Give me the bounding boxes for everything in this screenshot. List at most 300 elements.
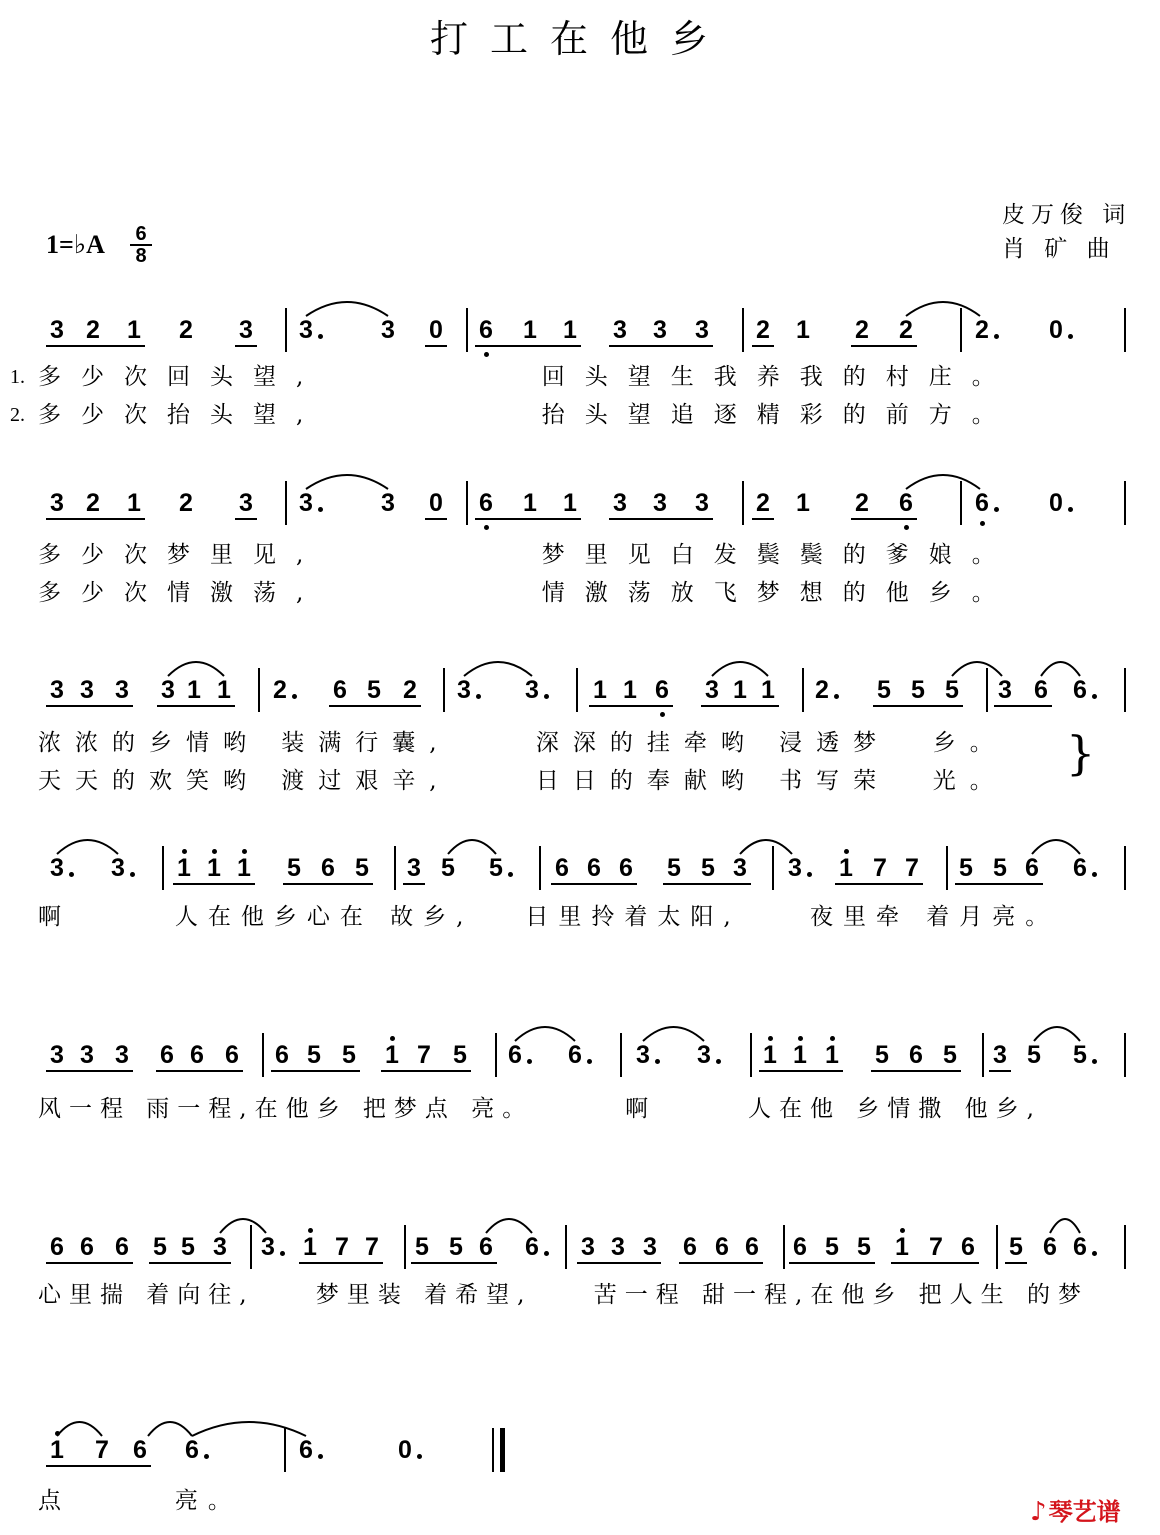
note: 1 — [825, 1041, 839, 1069]
augmentation-dot — [527, 1059, 532, 1064]
note: 5 — [667, 854, 681, 882]
slur — [448, 840, 496, 854]
note: 2 — [756, 316, 770, 344]
beam-underline — [851, 345, 917, 347]
note: 5 — [1009, 1233, 1023, 1261]
note: 3 — [381, 489, 395, 517]
note: 5 — [993, 854, 1007, 882]
note: 3 — [115, 1041, 129, 1069]
note: 6 — [333, 676, 347, 704]
barline — [1124, 846, 1126, 890]
beam-underline — [752, 345, 774, 347]
note: 1 — [839, 854, 853, 882]
barline — [996, 1225, 998, 1269]
note: 1 — [796, 316, 810, 344]
beam-underline — [173, 883, 255, 885]
key-signature: 1=♭A — [46, 230, 105, 259]
note: 1 — [563, 316, 577, 344]
note: 1 — [50, 1436, 64, 1464]
note: 1 — [733, 676, 747, 704]
slur — [1032, 840, 1080, 854]
augmentation-dot — [544, 694, 549, 699]
lyrics-line: 点 亮。 — [38, 1488, 241, 1514]
barline — [250, 1225, 252, 1269]
beam-underline — [271, 1070, 360, 1072]
note: 1 — [623, 676, 637, 704]
barline — [960, 481, 962, 525]
note: 2 — [756, 489, 770, 517]
beam-underline — [835, 883, 923, 885]
note: 1 — [207, 854, 221, 882]
beam-underline — [381, 1070, 471, 1072]
barline — [284, 1428, 286, 1472]
slur — [1050, 1219, 1080, 1233]
barline — [742, 308, 744, 352]
note: 6 — [508, 1041, 522, 1069]
high-octave-dot — [308, 1228, 313, 1233]
barline — [162, 846, 164, 890]
note: 5 — [181, 1233, 195, 1261]
augmentation-dot — [716, 1059, 721, 1064]
beam-underline — [577, 1262, 661, 1264]
augmentation-dot — [417, 1454, 422, 1459]
note: 3 — [213, 1233, 227, 1261]
note: 6 — [479, 489, 493, 517]
augmentation-dot — [1068, 507, 1073, 512]
note: 3 — [161, 676, 175, 704]
barline — [946, 846, 948, 890]
augmentation-dot — [1092, 694, 1097, 699]
lyricist-credit: 皮万俊 词 — [1002, 202, 1132, 228]
barline — [1124, 308, 1126, 352]
note: 7 — [335, 1233, 349, 1261]
note: 1 — [303, 1233, 317, 1261]
repeat-brace: } — [1066, 726, 1096, 780]
note: 2 — [855, 489, 869, 517]
note: 6 — [1073, 854, 1087, 882]
barline — [982, 1033, 984, 1077]
augmentation-dot — [1092, 872, 1097, 877]
verse-number-1: 1. — [10, 366, 25, 388]
note: 6 — [275, 1041, 289, 1069]
note: 1 — [895, 1233, 909, 1261]
beam-underline — [989, 1070, 1011, 1072]
slur — [906, 475, 980, 489]
note: 5 — [441, 854, 455, 882]
note: 6 — [160, 1041, 174, 1069]
beam-underline — [403, 883, 425, 885]
barline — [750, 1033, 752, 1077]
note: 3 — [653, 316, 667, 344]
high-octave-dot — [390, 1036, 395, 1041]
note: 5 — [877, 676, 891, 704]
note: 6 — [587, 854, 601, 882]
note: 3 — [788, 854, 802, 882]
note: 1 — [763, 1041, 777, 1069]
note: 5 — [1073, 1041, 1087, 1069]
note: 3 — [695, 316, 709, 344]
note: 6 — [321, 854, 335, 882]
beam-underline — [425, 345, 447, 347]
note: 3 — [111, 854, 125, 882]
barline — [466, 481, 468, 525]
verse-number-2: 2. — [10, 404, 25, 426]
song-title: 打工在他乡 — [429, 17, 730, 61]
note: 3 — [611, 1233, 625, 1261]
note: 0 — [1049, 489, 1063, 517]
slur — [192, 1422, 306, 1436]
note: 1 — [237, 854, 251, 882]
beam-underline — [589, 705, 673, 707]
note: 3 — [80, 676, 94, 704]
augmentation-dot — [318, 507, 323, 512]
slur — [712, 662, 768, 676]
note: 6 — [655, 676, 669, 704]
lyrics-line: 心里揣 着向往, 梦里装 着希望, 苦一程 甜一程,在他乡 把人生 的梦 — [38, 1282, 1089, 1308]
note: 6 — [225, 1041, 239, 1069]
note: 6 — [619, 854, 633, 882]
barline — [258, 668, 260, 712]
beam-underline — [299, 1262, 383, 1264]
note: 3 — [50, 676, 64, 704]
note: 1 — [217, 676, 231, 704]
note: 7 — [929, 1233, 943, 1261]
low-octave-dot — [484, 525, 489, 530]
barline — [443, 668, 445, 712]
note: 0 — [429, 489, 443, 517]
note: 3 — [643, 1233, 657, 1261]
note: 5 — [701, 854, 715, 882]
note: 5 — [1027, 1041, 1041, 1069]
note: 6 — [80, 1233, 94, 1261]
note: 5 — [453, 1041, 467, 1069]
high-octave-dot — [768, 1036, 773, 1041]
slur — [486, 1219, 532, 1233]
beam-underline — [759, 1070, 843, 1072]
note: 6 — [1073, 1233, 1087, 1261]
beam-underline — [851, 518, 917, 520]
note: 6 — [525, 1233, 539, 1261]
augmentation-dot — [292, 694, 297, 699]
note: 3 — [407, 854, 421, 882]
high-octave-dot — [182, 849, 187, 854]
barline — [986, 668, 988, 712]
note: 3 — [636, 1041, 650, 1069]
high-octave-dot — [242, 849, 247, 854]
note: 5 — [449, 1233, 463, 1261]
note: 6 — [715, 1233, 729, 1261]
augmentation-dot — [1092, 1251, 1097, 1256]
barline — [1124, 481, 1126, 525]
slur — [57, 840, 118, 854]
barline — [404, 1225, 406, 1269]
note: 3 — [653, 489, 667, 517]
barline — [1124, 1225, 1126, 1269]
lyrics-line: 浓浓的乡情哟 装满行囊, 深深的挂牵哟 浸透梦 乡。 — [38, 730, 1007, 756]
augmentation-dot — [318, 1454, 323, 1459]
final-barline — [500, 1428, 505, 1472]
beam-underline — [46, 345, 145, 347]
barline — [960, 308, 962, 352]
barline — [466, 308, 468, 352]
slur — [220, 1219, 266, 1233]
augmentation-dot — [1092, 1059, 1097, 1064]
note: 1 — [593, 676, 607, 704]
barline — [262, 1033, 264, 1077]
note: 5 — [415, 1233, 429, 1261]
high-octave-dot — [900, 1228, 905, 1233]
note: 6 — [745, 1233, 759, 1261]
slur — [1041, 662, 1080, 676]
beam-underline — [701, 705, 779, 707]
high-octave-dot — [844, 849, 849, 854]
barline — [620, 1033, 622, 1077]
augmentation-dot — [807, 872, 812, 877]
note: 2 — [86, 489, 100, 517]
note: 1 — [127, 489, 141, 517]
note: 3 — [50, 316, 64, 344]
note: 3 — [993, 1041, 1007, 1069]
augmentation-dot — [655, 1059, 660, 1064]
barline — [802, 668, 804, 712]
time-signature-top: 6 — [130, 224, 152, 246]
barline — [285, 481, 287, 525]
note: 3 — [613, 316, 627, 344]
note: 3 — [457, 676, 471, 704]
barline — [1124, 668, 1126, 712]
augmentation-dot — [69, 872, 74, 877]
slur — [148, 1422, 192, 1436]
beam-underline — [46, 705, 133, 707]
beam-underline — [156, 1070, 243, 1072]
beam-underline — [283, 883, 373, 885]
lyrics-line: 多少次情激荡, 情激荡放飞梦想的他乡。 — [38, 580, 1015, 606]
augmentation-dot — [318, 334, 323, 339]
augmentation-dot — [587, 1059, 592, 1064]
note: 1 — [563, 489, 577, 517]
beam-underline — [425, 518, 447, 520]
note: 0 — [1049, 316, 1063, 344]
note: 5 — [489, 854, 503, 882]
high-octave-dot — [830, 1036, 835, 1041]
beam-underline — [551, 883, 637, 885]
note: 6 — [961, 1233, 975, 1261]
beam-underline — [411, 1262, 497, 1264]
note: 2 — [179, 489, 193, 517]
site-logo: ♪琴艺谱 — [1030, 1497, 1121, 1527]
note: 3 — [613, 489, 627, 517]
beam-underline — [1005, 1262, 1027, 1264]
note: 6 — [50, 1233, 64, 1261]
barline — [285, 308, 287, 352]
note: 1 — [761, 676, 775, 704]
note: 6 — [793, 1233, 807, 1261]
slur — [306, 302, 388, 316]
beam-underline — [46, 1262, 133, 1264]
lyrics-line: 多少次梦里见, 梦里见白发鬓鬓的爹娘。 — [38, 542, 1015, 568]
note: 3 — [50, 1041, 64, 1069]
augmentation-dot — [1068, 334, 1073, 339]
low-octave-dot — [660, 712, 665, 717]
note: 0 — [429, 316, 443, 344]
note: 3 — [50, 489, 64, 517]
beam-underline — [789, 1262, 875, 1264]
note: 6 — [1034, 676, 1048, 704]
slur — [906, 302, 980, 316]
beam-underline — [994, 705, 1052, 707]
note: 3 — [50, 854, 64, 882]
note: 1 — [793, 1041, 807, 1069]
augmentation-dot — [204, 1454, 209, 1459]
lyrics-line: 风一程 雨一程,在他乡 把梦点 亮。 啊 人在他 乡情撒 他乡, — [38, 1096, 1042, 1122]
time-signature-bottom: 8 — [135, 245, 147, 267]
barline — [394, 846, 396, 890]
note: 3 — [581, 1233, 595, 1261]
note: 2 — [86, 316, 100, 344]
beam-underline — [149, 1262, 231, 1264]
note: 5 — [959, 854, 973, 882]
note: 5 — [857, 1233, 871, 1261]
augmentation-dot — [994, 334, 999, 339]
note: 6 — [1025, 854, 1039, 882]
high-octave-dot — [212, 849, 217, 854]
barline — [783, 1225, 785, 1269]
beam-underline — [46, 1070, 133, 1072]
barline — [565, 1225, 567, 1269]
note: 7 — [873, 854, 887, 882]
note: 5 — [911, 676, 925, 704]
augmentation-dot — [280, 1251, 285, 1256]
note: 6 — [568, 1041, 582, 1069]
beam-underline — [955, 883, 1043, 885]
note: 3 — [705, 676, 719, 704]
slur — [57, 1422, 102, 1436]
beam-underline — [157, 705, 235, 707]
note: 7 — [417, 1041, 431, 1069]
slur — [464, 662, 532, 676]
note: 6 — [115, 1233, 129, 1261]
note: 1 — [385, 1041, 399, 1069]
beam-underline — [46, 1465, 151, 1467]
augmentation-dot — [508, 872, 513, 877]
note: 0 — [398, 1436, 412, 1464]
beam-underline — [235, 345, 257, 347]
note: 2 — [855, 316, 869, 344]
barline — [772, 846, 774, 890]
slur — [952, 662, 1002, 676]
note: 6 — [909, 1041, 923, 1069]
note: 5 — [153, 1233, 167, 1261]
note: 2 — [403, 676, 417, 704]
beam-underline — [663, 883, 751, 885]
lyrics-line: 天天的欢笑哟 渡过艰辛, 日日的奉献哟 书写荣 光。 — [38, 768, 1007, 794]
note: 3 — [299, 316, 313, 344]
low-octave-dot — [484, 352, 489, 357]
note: 3 — [239, 489, 253, 517]
note: 5 — [367, 676, 381, 704]
note: 3 — [261, 1233, 275, 1261]
note: 2 — [273, 676, 287, 704]
beam-underline — [752, 518, 774, 520]
barline — [492, 1428, 494, 1472]
note: 6 — [1043, 1233, 1057, 1261]
barline — [576, 668, 578, 712]
note: 5 — [875, 1041, 889, 1069]
note: 1 — [127, 316, 141, 344]
note: 7 — [365, 1233, 379, 1261]
note: 7 — [95, 1436, 109, 1464]
note: 2 — [179, 316, 193, 344]
note: 2 — [815, 676, 829, 704]
note: 6 — [1073, 676, 1087, 704]
composer-credit: 肖 矿 曲 — [1002, 236, 1116, 262]
beam-underline — [46, 518, 145, 520]
note: 3 — [998, 676, 1012, 704]
note: 3 — [299, 489, 313, 517]
note: 6 — [555, 854, 569, 882]
beam-underline — [475, 518, 581, 520]
low-octave-dot — [904, 525, 909, 530]
note: 5 — [943, 1041, 957, 1069]
note: 1 — [523, 489, 537, 517]
note: 3 — [239, 316, 253, 344]
note: 6 — [683, 1233, 697, 1261]
lyrics-line: 多少次抬头望, 抬头望追逐精彩的前方。 — [38, 402, 1015, 428]
beam-underline — [475, 345, 581, 347]
note: 5 — [825, 1233, 839, 1261]
note: 3 — [115, 676, 129, 704]
note: 7 — [905, 854, 919, 882]
beam-underline — [873, 705, 963, 707]
note: 5 — [287, 854, 301, 882]
note: 6 — [185, 1436, 199, 1464]
logo-note-icon: ♪ — [1030, 1497, 1047, 1527]
note: 5 — [342, 1041, 356, 1069]
barline — [495, 1033, 497, 1077]
slur — [740, 840, 792, 854]
note: 1 — [177, 854, 191, 882]
barline — [742, 481, 744, 525]
note: 1 — [796, 489, 810, 517]
high-octave-dot — [55, 1431, 60, 1436]
beam-underline — [329, 705, 421, 707]
note: 2 — [899, 316, 913, 344]
note: 6 — [133, 1436, 147, 1464]
note: 5 — [355, 854, 369, 882]
note: 3 — [381, 316, 395, 344]
note: 6 — [479, 316, 493, 344]
augmentation-dot — [834, 694, 839, 699]
beam-underline — [235, 518, 257, 520]
note: 5 — [307, 1041, 321, 1069]
low-octave-dot — [980, 521, 985, 526]
note: 2 — [975, 316, 989, 344]
beam-underline — [679, 1262, 763, 1264]
note: 1 — [187, 676, 201, 704]
augmentation-dot — [476, 694, 481, 699]
note: 1 — [523, 316, 537, 344]
note: 6 — [190, 1041, 204, 1069]
slur — [515, 1027, 575, 1041]
lyrics-line: 多少次回头望, 回头望生我养我的村庄。 — [38, 364, 1015, 390]
note: 6 — [899, 489, 913, 517]
lyrics-line: 啊 人在他乡心在 故乡, 日里拎着太阳, 夜里牵 着月亮。 — [38, 904, 1059, 930]
note: 6 — [479, 1233, 493, 1261]
slur — [306, 475, 388, 489]
beam-underline — [891, 1262, 979, 1264]
note: 3 — [695, 489, 709, 517]
note: 3 — [697, 1041, 711, 1069]
